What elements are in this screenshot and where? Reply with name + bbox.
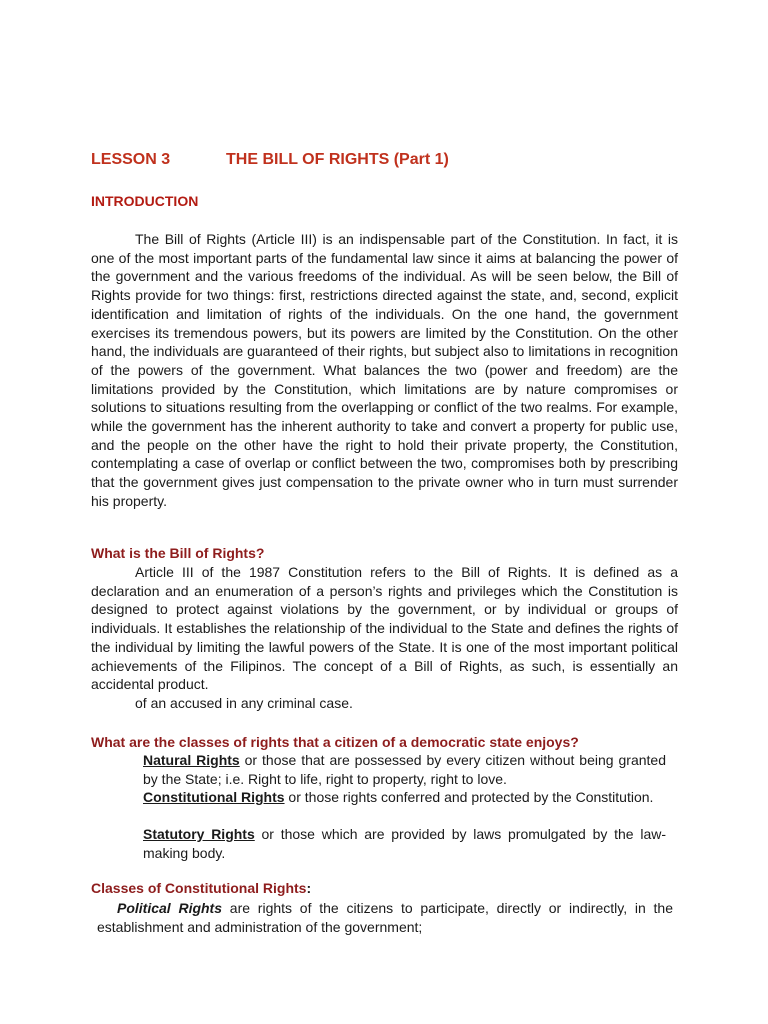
constitutional-rights-text: or those rights conferred and protected by the Constitution.	[284, 789, 654, 805]
lesson-number: LESSON 3	[91, 151, 171, 168]
introduction-paragraph: The Bill of Rights (Article III) is an indispensable part of the Constitution. In fact, it is one of the most important parts of the fundamental law since it aims at balancing the power of the government and the various freedoms of the individual. As will be seen below, the Bill of Rights provide for two things: first, restrictions directed against the state, and, second, explicit identification and limitation of rights of the individuals. On the one hand, the government exercises its tremendous powers, but its powers are limited by the Constitution. On the other hand, the individuals are guaranteed of their rights, but subject also to limitations in recognition of the powers of the government. What balances the two (power and freedom) are the limitations provided by the Constitution, which limitations are by nature compromises or solutions to situations resulting from the overlapping or conflict of the two realms. For example, while the government has the inherent authority to take and convert a property for public use, and the people on the other have the right to hold their private property, the Constitution, contemplating a case of overlap or conflict between the two, compromises both by prescribing that the government gives just compensation to the private owner who in turn must surrender his property.	[91, 231, 678, 509]
natural-rights-term: Natural Rights	[143, 752, 240, 768]
stray-fragment-line: of an accused in any criminal case.	[135, 695, 353, 711]
constitutional-rights-item	[143, 788, 666, 807]
classes-heading-colon: :	[306, 880, 312, 896]
political-rights-term: Political Rights	[117, 900, 223, 916]
constitutional-rights-term: Constitutional Rights	[143, 789, 285, 805]
political-rights-text: are rights of the citizens to participate, directly or indirectly, in the establishment and administration of the government;	[97, 900, 673, 935]
statutory-rights-text: or those which are provided by laws promulgated by the law-making body.	[143, 826, 667, 861]
lesson-title: THE BILL OF RIGHTS (Part 1)	[226, 151, 449, 168]
statutory-rights-item	[143, 825, 666, 862]
natural-rights-text: or those that are possessed by every citizen without being granted by the State; i.e. Right to life, right to property, right to love.	[143, 752, 666, 787]
political-rights-paragraph	[97, 899, 673, 936]
introduction-heading: INTRODUCTION	[91, 193, 199, 209]
what-is-bill-of-rights-paragraph: Article III of the 1987 Constitution refers to the Bill of Rights. It is defined as a declaration and an enumeration of a person’s rights and privileges which the Constitution is designed to protect against violations by the government, or by individual or groups of individuals. It establishes the relationship of the individual to the State and defines the rights of the individual by limiting the lawful powers of the State. It is one of the most important political achievements of the Filipinos. The concept of a Bill of Rights, as such, is essentially an accidental product.	[91, 564, 678, 693]
classes-heading-text: Classes of Constitutional Rights	[91, 880, 307, 896]
what-is-bill-of-rights-heading: What is the Bill of Rights?	[91, 545, 265, 561]
classes-of-rights-question: What are the classes of rights that a citizen of a democratic state enjoys?	[91, 734, 579, 750]
statutory-rights-term: Statutory Rights	[143, 826, 255, 842]
natural-rights-item	[143, 751, 666, 788]
classes-of-constitutional-rights-heading	[91, 880, 311, 896]
